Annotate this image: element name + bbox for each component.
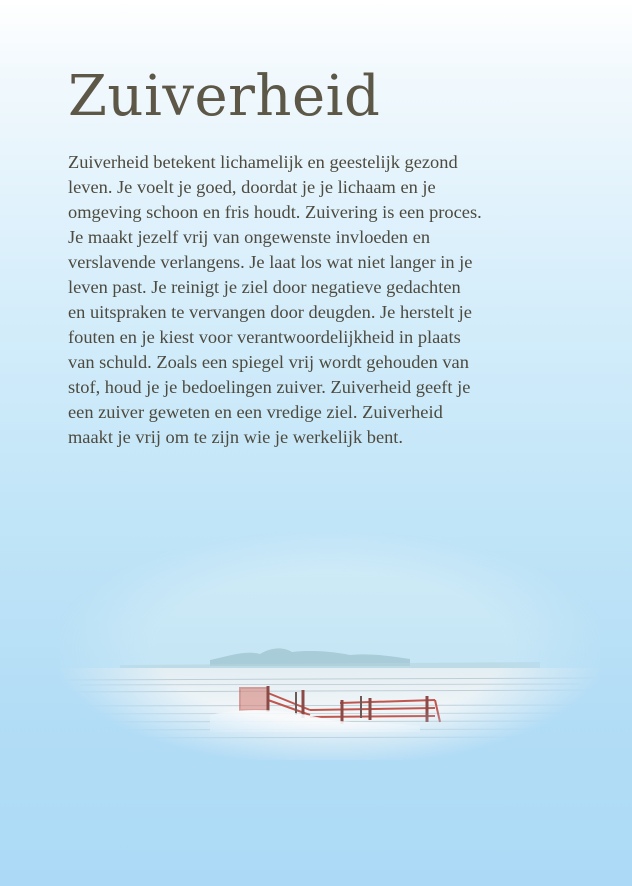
body-paragraph: Zuiverheid betekent lichamelijk en geestelijk gezond leven. Je voelt je goed, doordat je je lichaam en je omgeving schoon en fris houdt. Zuivering is een proces. Je maakt jezelf vrij van ongewenste invloeden en verslavende verlangens. Je laat los wat niet langer in je leven past. Je reinigt je ziel door negatieve gedachten en uitspraken te vervangen door deugden. Je herstelt je fouten en je kiest voor verantwoordelijkheid in plaats van schuld. Zoals een spiegel vrij wordt gehouden van stof, houd je je bedoelingen zuiver. Zuiverheid geeft je een zuiver geweten en een vredige ziel. Zuiverheid maakt je vrij om te zijn wie je werkelijk bent. [68, 152, 482, 447]
winter-landscape-illustration [60, 510, 600, 760]
winter-landscape-photo [60, 510, 600, 760]
page-title: Zuiverheid [68, 64, 381, 129]
